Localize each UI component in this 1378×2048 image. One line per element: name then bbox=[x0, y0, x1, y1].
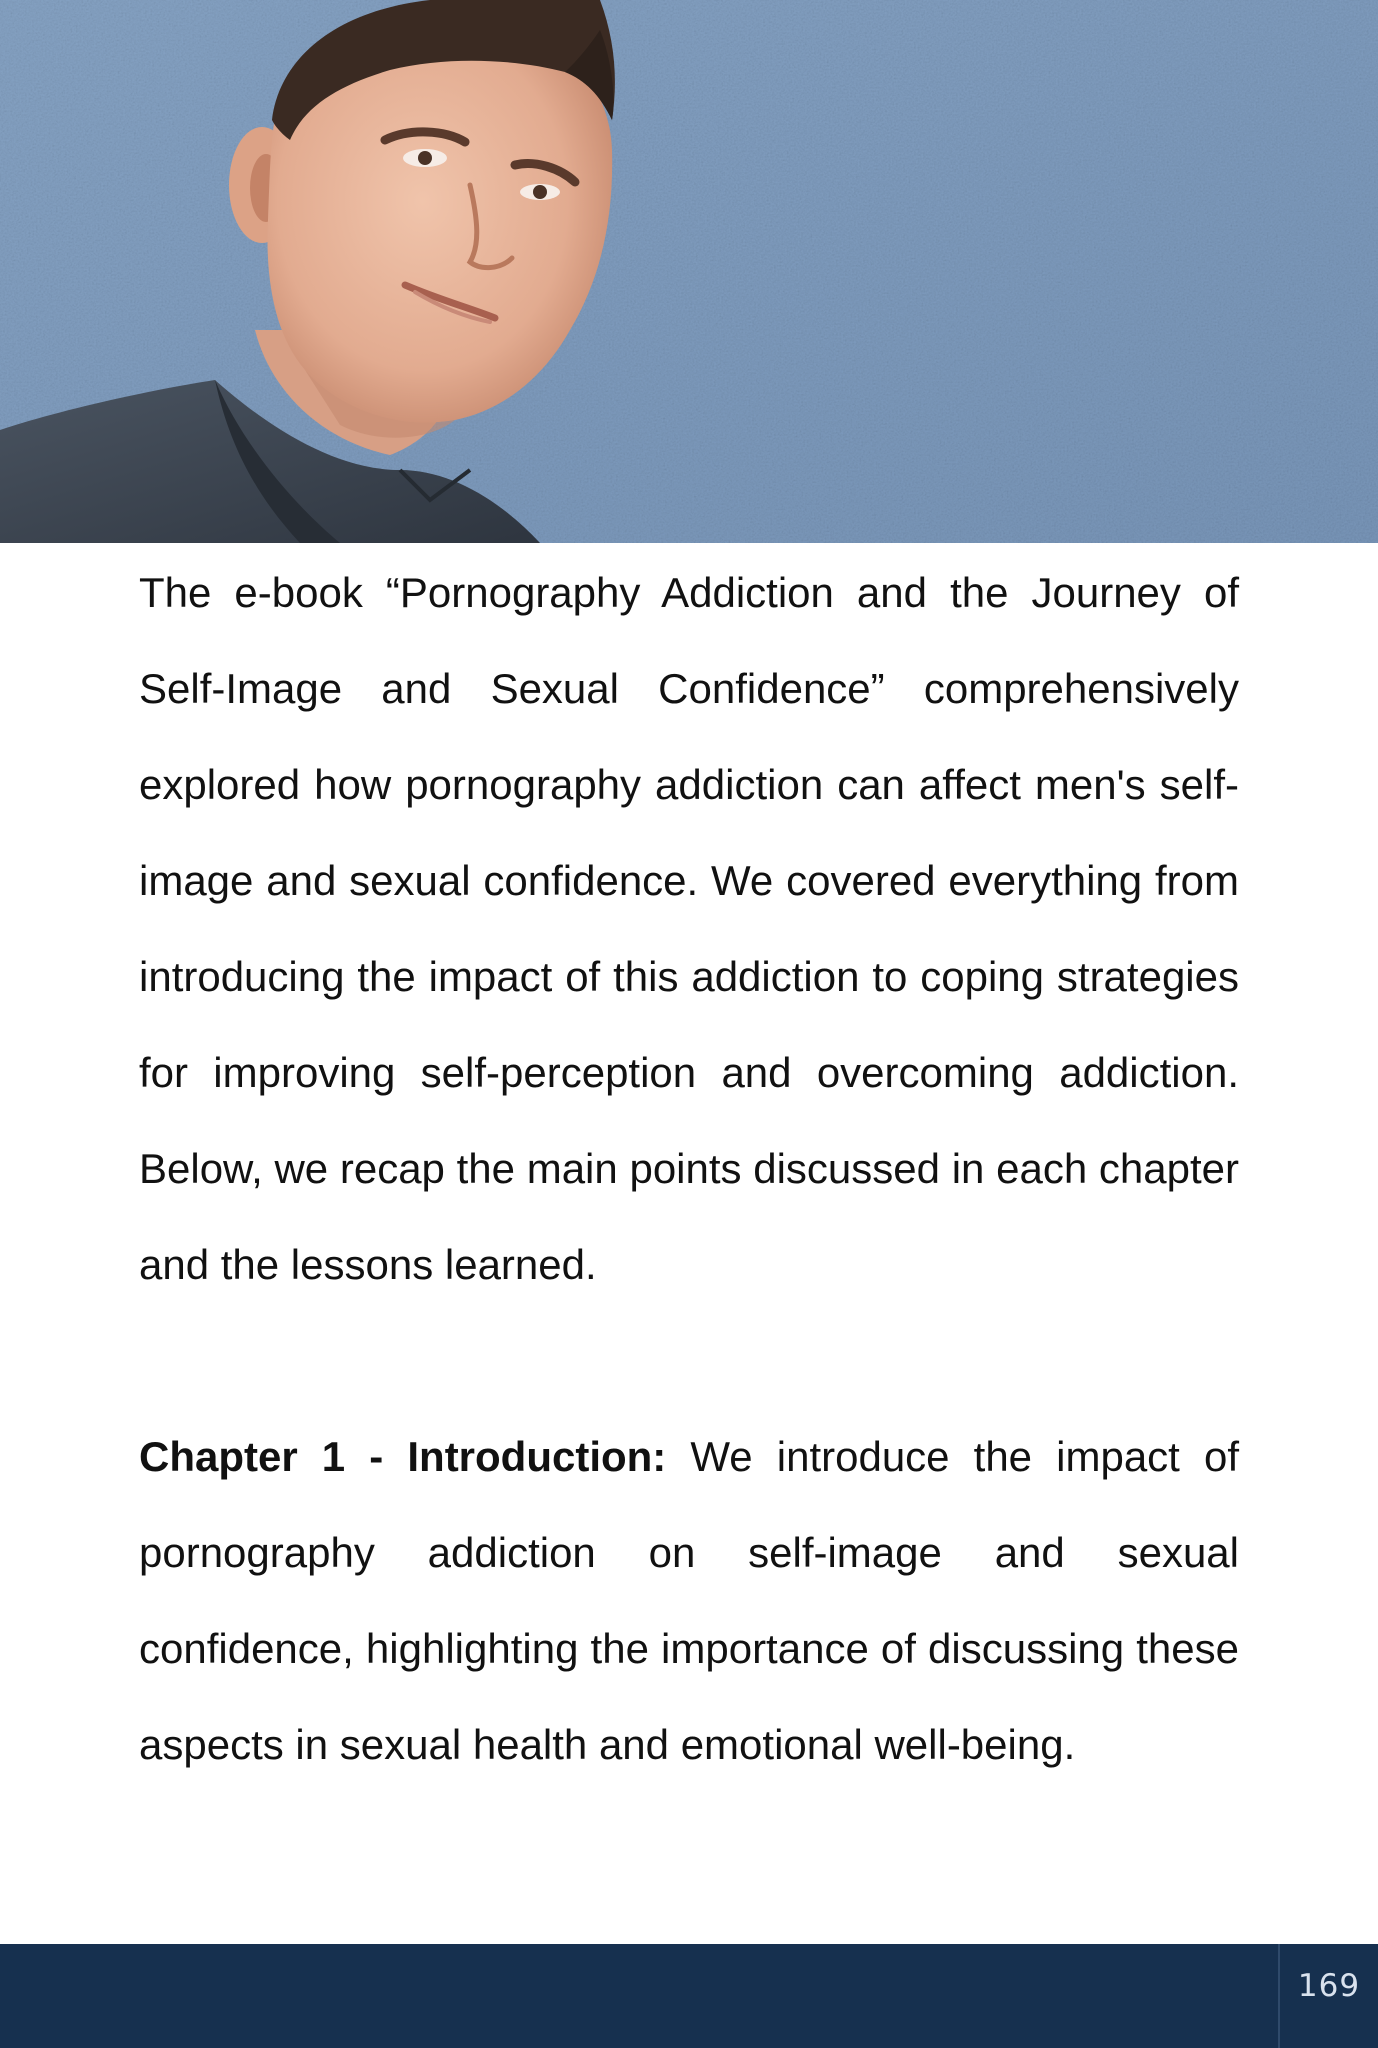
intro-paragraph: The e-book “Pornography Addiction and the Journey of Self-Image and Sexual Confidence” comprehensively explored how pornography addiction can affect men's self-image and sexual confidence. We covered everything from introducing the impact of this addiction to coping strategies for improving self-perception and overcoming addiction. Below, we recap the main points discussed in each chapter and the lessons learned. bbox=[139, 569, 1239, 1288]
chapter-1-text: We introduce the impact of pornography addiction on self-image and sexual confidence, highlighting the importance of discussing these aspects in sexual health and emotional well-being. bbox=[139, 1433, 1239, 1768]
man-portrait-image bbox=[0, 0, 1378, 543]
page-footer bbox=[0, 1944, 1378, 2048]
body-text bbox=[139, 545, 1239, 1793]
chapter-1-paragraph bbox=[139, 1409, 1239, 1793]
header-photo bbox=[0, 0, 1378, 543]
page-number: 169 bbox=[1297, 1968, 1361, 2004]
chapter-1-title: Chapter 1 - Introduction: bbox=[139, 1433, 667, 1480]
